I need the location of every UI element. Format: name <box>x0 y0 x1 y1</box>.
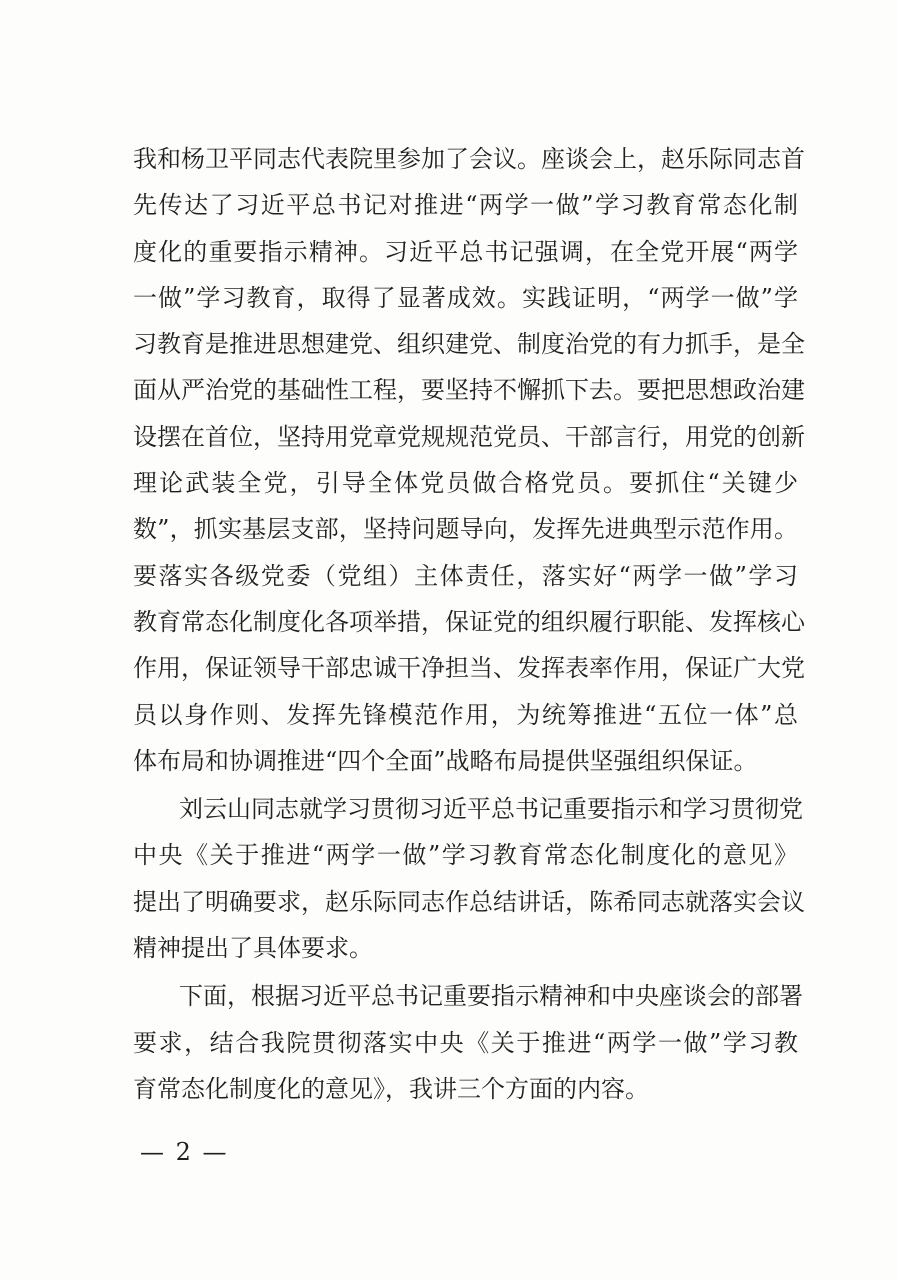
paragraph-1 <box>133 136 805 784</box>
text-line: 员以身作则、发挥先锋模范作用，为统筹推进“五位一体”总 <box>133 700 798 729</box>
text-line: 刘云山同志就学习贯彻习近平总书记重要指示和学习贯彻党 <box>179 795 803 824</box>
text-line: 数”，抓实基层支部，坚持问题导向，发挥先进典型示范作用。 <box>133 515 798 544</box>
text-line: 要落实各级党委（党组）主体责任，落实好“两学一做”学习 <box>133 561 798 590</box>
text-line: 作用，保证领导干部忠诚干净担当、发挥表率作用，保证广大党 <box>133 654 805 683</box>
text-line: 一做”学习教育，取得了显著成效。实践证明，“两学一做”学 <box>133 283 798 312</box>
text-line: 提出了明确要求，赵乐际同志作总结讲话，陈希同志就落实会议 <box>133 887 805 916</box>
text-line: 理论武装全党，引导全体党员做合格党员。要抓住“关键少 <box>133 469 798 498</box>
text-line: 设摆在首位，坚持用党章党规规范党员、干部言行，用党的创新 <box>133 422 805 451</box>
text-line: 体布局和协调推进“四个全面”战略布局提供坚强组织保证。 <box>133 746 758 775</box>
text-line: 下面，根据习近平总书记重要指示精神和中央座谈会的部署 <box>179 982 803 1011</box>
text-line: 度化的重要指示精神。习近平总书记强调，在全党开展“两学 <box>133 237 798 266</box>
text-line: 精神提出了具体要求。 <box>133 934 373 963</box>
text-line: 习教育是推进思想建党、组织建党、制度治党的有力抓手，是全 <box>133 330 805 359</box>
text-line: 我和杨卫平同志代表院里参加了会议。座谈会上，赵乐际同志首 <box>133 145 805 173</box>
page-number: — 2 — <box>140 1138 229 1166</box>
paragraph-3 <box>133 973 803 1112</box>
text-line: 面从严治党的基础性工程，要坚持不懈抓下去。要把思想政治建 <box>133 376 805 405</box>
document-body <box>133 136 805 1112</box>
paragraph-2 <box>133 786 805 971</box>
text-line: 育常态化制度化的意见》，我讲三个方面的内容。 <box>133 1074 649 1103</box>
text-line: 教育常态化制度化各项举措，保证党的组织履行职能、发挥核心 <box>133 607 805 636</box>
text-line: 要求，结合我院贯彻落实中央《关于推进“两学一做”学习教 <box>133 1028 798 1057</box>
text-line: 中央《关于推进“两学一做”学习教育常态化制度化的意见》 <box>133 841 798 870</box>
text-line: 先传达了习近平总书记对推进“两学一做”学习教育常态化制 <box>133 191 798 220</box>
